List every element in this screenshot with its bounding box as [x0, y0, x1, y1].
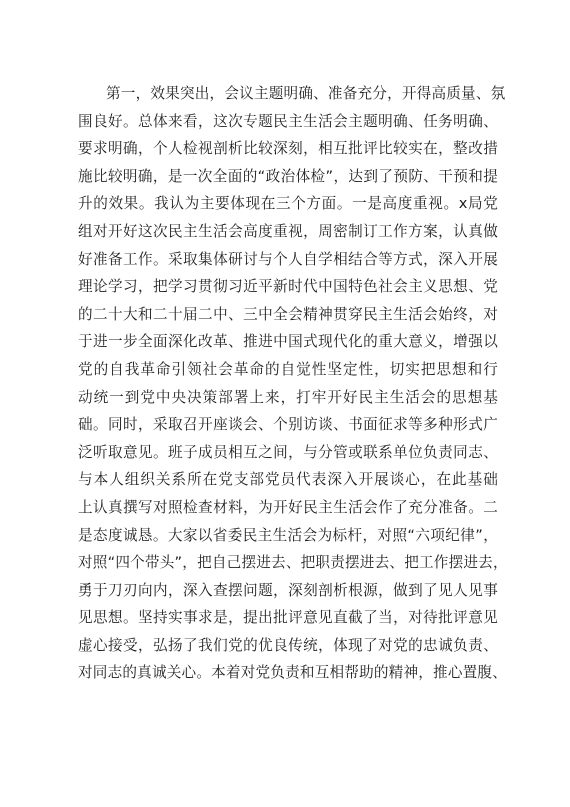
- paragraph-line: 与本人组织关系所在党支部党员代表深入开展谈心，在此基础: [78, 471, 498, 489]
- paragraph-line: 围良好。总体来看，这次专题民主生活会主题明确、任务明确、: [78, 112, 498, 130]
- paragraph-line: 第一，效果突出，会议主题明确、准备充分，开得高质量、氛: [106, 85, 506, 102]
- paragraph-line: 上认真撰写对照检查材料，为开好民主生活会作了充分准备。二: [78, 498, 498, 516]
- paragraph-line: 对照“四个带头”，把自己摆进去、把职责摆进去、把工作摆进去，: [78, 554, 508, 572]
- paragraph-line: 好准备工作。采取集体研讨与个人自学相结合等方式，深入开展: [78, 250, 498, 268]
- paragraph-line: 升的效果。我认为主要体现在三个方面。一是高度重视。x局党: [78, 195, 498, 213]
- paragraph-line: 勇于刀刃向内，深入查摆问题，深刻剖析根源，做到了见人见事: [78, 581, 498, 599]
- paragraph-line: 于进一步全面深化改革、推进中国式现代化的重大意义，增强以: [78, 333, 498, 351]
- paragraph-line: 施比较明确，是一次全面的“政治体检”，达到了预防、干预和提: [78, 167, 498, 185]
- paragraph-line: 泛听取意见。班子成员相互之间，与分管或联系单位负责同志、: [78, 443, 498, 461]
- paragraph-line: 础。同时，采取召开座谈会、个别访谈、书面征求等多种形式广: [78, 416, 498, 434]
- paragraph-line: 要求明确，个人检视剖析比较深刻，相互批评比较实在，整改措: [78, 140, 498, 158]
- paragraph-line: 动统一到党中央决策部署上来，打牢开好民主生活会的思想基: [78, 388, 498, 406]
- paragraph-line: 的二十大和二十届二中、三中全会精神贯穿民主生活会始终，对: [78, 305, 498, 323]
- paragraph-line: 见思想。坚持实事求是，提出批评意见直截了当，对待批评意见: [78, 609, 498, 627]
- paragraph-line: 是态度诚恳。大家以省委民主生活会为标杆，对照“六项纪律”，: [78, 526, 498, 544]
- paragraph-line: 组对开好这次民主生活会高度重视，周密制订工作方案，认真做: [78, 222, 498, 240]
- body-paragraph: [78, 80, 508, 687]
- paragraph-line: 党的自我革命引领社会革命的自觉性坚定性，切实把思想和行: [78, 360, 498, 378]
- paragraph-line: 对同志的真诚关心。本着对党负责和互相帮助的精神，推心置腹、: [78, 664, 508, 682]
- paragraph-line: 虚心接受，弘扬了我们党的优良传统，体现了对党的忠诚负责、: [78, 636, 498, 654]
- paragraph-line: 理论学习，把学习贯彻习近平新时代中国特色社会主义思想、党: [78, 278, 498, 296]
